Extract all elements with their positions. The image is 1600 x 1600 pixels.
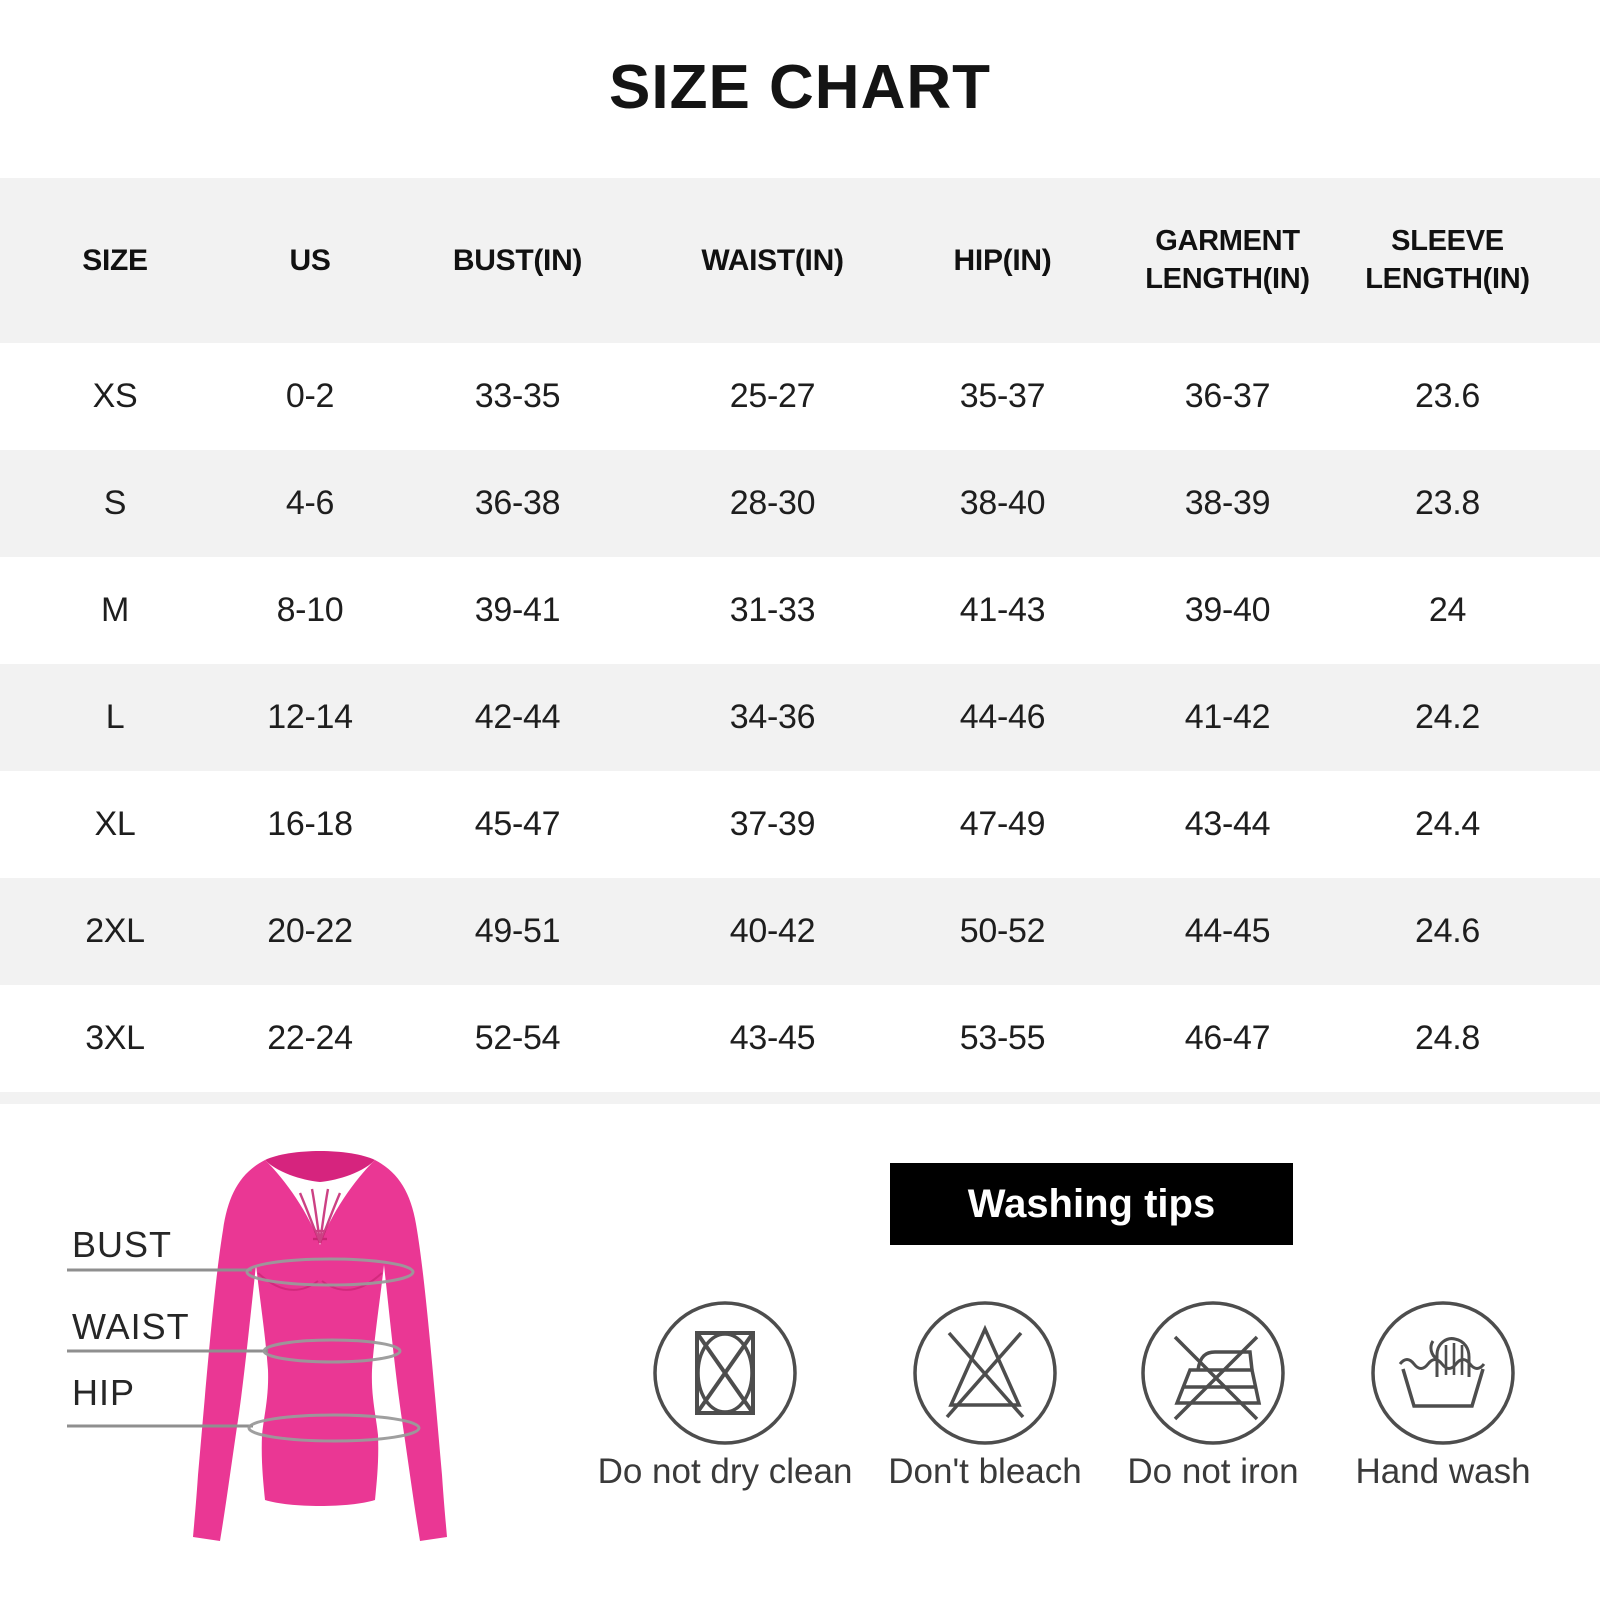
hip-label: HIP bbox=[72, 1372, 136, 1413]
cell-waist: 31-33 bbox=[729, 591, 816, 629]
column-header-size: SIZE bbox=[82, 244, 148, 277]
cell-bust: 33-35 bbox=[474, 377, 561, 415]
table-row-xl bbox=[0, 771, 1600, 878]
column-header-waist: WAIST(IN) bbox=[701, 244, 844, 277]
cell-hip: 50-52 bbox=[959, 912, 1046, 950]
cell-size: L bbox=[105, 698, 125, 736]
washing-tips-banner bbox=[890, 1163, 1293, 1245]
cell-size: 3XL bbox=[85, 1019, 145, 1057]
cell-size: S bbox=[103, 484, 127, 522]
cell-garment-length: 36-37 bbox=[1184, 377, 1271, 415]
cell-us: 12-14 bbox=[267, 698, 353, 736]
cell-bust: 52-54 bbox=[474, 1019, 561, 1057]
column-header-us: US bbox=[289, 244, 331, 277]
cell-hip: 53-55 bbox=[959, 1019, 1046, 1057]
table-row-s bbox=[0, 450, 1600, 557]
cell-garment-length: 41-42 bbox=[1184, 698, 1271, 736]
washing-tips-title: Washing tips bbox=[967, 1181, 1216, 1226]
hand-wash-icon bbox=[1363, 1293, 1523, 1453]
table-row-2xl bbox=[0, 878, 1600, 985]
garment-body bbox=[193, 1160, 447, 1541]
cell-size: XL bbox=[94, 805, 136, 843]
cell-bust: 45-47 bbox=[474, 805, 561, 843]
column-header-bust: BUST(IN) bbox=[452, 244, 583, 277]
do-not-bleach-label: Don't bleach bbox=[888, 1452, 1082, 1491]
cell-us: 16-18 bbox=[267, 805, 353, 843]
do-not-iron-icon bbox=[1133, 1293, 1293, 1453]
cell-size: XS bbox=[92, 377, 138, 415]
cell-hip: 38-40 bbox=[959, 484, 1046, 522]
column-header-garment-length: GARMENT LENGTH(IN) bbox=[1145, 224, 1310, 295]
do-not-bleach-icon bbox=[905, 1293, 1065, 1453]
cell-waist: 37-39 bbox=[729, 805, 816, 843]
cell-garment-length: 43-44 bbox=[1184, 805, 1271, 843]
cell-bust: 36-38 bbox=[474, 484, 561, 522]
cell-waist: 34-36 bbox=[729, 698, 816, 736]
cell-hip: 44-46 bbox=[959, 698, 1046, 736]
size-table bbox=[0, 178, 1600, 1104]
cell-us: 8-10 bbox=[276, 591, 344, 629]
cell-garment-length: 44-45 bbox=[1184, 912, 1271, 950]
table-row-m bbox=[0, 557, 1600, 664]
cell-sleeve-length: 24.6 bbox=[1415, 912, 1480, 950]
cell-sleeve-length: 24.2 bbox=[1415, 698, 1480, 736]
table-row-xs bbox=[0, 343, 1600, 450]
cell-hip: 35-37 bbox=[959, 377, 1046, 415]
bust-label: BUST bbox=[72, 1224, 173, 1265]
cell-sleeve-length: 24 bbox=[1428, 591, 1467, 629]
hand-wash-label: Hand wash bbox=[1355, 1452, 1531, 1491]
cell-waist: 28-30 bbox=[729, 484, 816, 522]
page-title: SIZE CHART bbox=[609, 53, 991, 122]
cell-hip: 41-43 bbox=[959, 591, 1046, 629]
cell-waist: 40-42 bbox=[729, 912, 816, 950]
garment-inner-neck bbox=[265, 1151, 375, 1182]
cell-size: 2XL bbox=[85, 912, 145, 950]
cell-sleeve-length: 23.6 bbox=[1415, 377, 1480, 415]
table-row-3xl bbox=[0, 985, 1600, 1092]
do-not-iron-label: Do not iron bbox=[1127, 1452, 1299, 1491]
cell-waist: 43-45 bbox=[729, 1019, 816, 1057]
cell-garment-length: 39-40 bbox=[1184, 591, 1271, 629]
cell-us: 4-6 bbox=[285, 484, 335, 522]
cell-us: 20-22 bbox=[267, 912, 353, 950]
column-header-sleeve-length: SLEEVE LENGTH(IN) bbox=[1365, 224, 1530, 295]
cell-sleeve-length: 23.8 bbox=[1415, 484, 1480, 522]
cell-sleeve-length: 24.4 bbox=[1415, 805, 1480, 843]
waist-label: WAIST bbox=[72, 1306, 190, 1347]
do-not-dry-clean-label: Do not dry clean bbox=[597, 1452, 853, 1491]
cell-waist: 25-27 bbox=[729, 377, 816, 415]
cell-us: 22-24 bbox=[267, 1019, 353, 1057]
cell-bust: 42-44 bbox=[474, 698, 561, 736]
cell-bust: 49-51 bbox=[474, 912, 561, 950]
cell-bust: 39-41 bbox=[474, 591, 561, 629]
do-not-dry-clean-icon bbox=[645, 1293, 805, 1453]
column-header-hip: HIP(IN) bbox=[953, 244, 1052, 277]
table-bottom-strip bbox=[0, 1092, 1600, 1104]
table-row-l bbox=[0, 664, 1600, 771]
garment-illustration bbox=[170, 1135, 470, 1565]
cell-sleeve-length: 24.8 bbox=[1415, 1019, 1480, 1057]
cell-garment-length: 46-47 bbox=[1184, 1019, 1271, 1057]
cell-us: 0-2 bbox=[285, 377, 335, 415]
table-header-row bbox=[0, 178, 1600, 343]
cell-garment-length: 38-39 bbox=[1184, 484, 1271, 522]
cell-hip: 47-49 bbox=[959, 805, 1046, 843]
cell-size: M bbox=[100, 591, 130, 629]
